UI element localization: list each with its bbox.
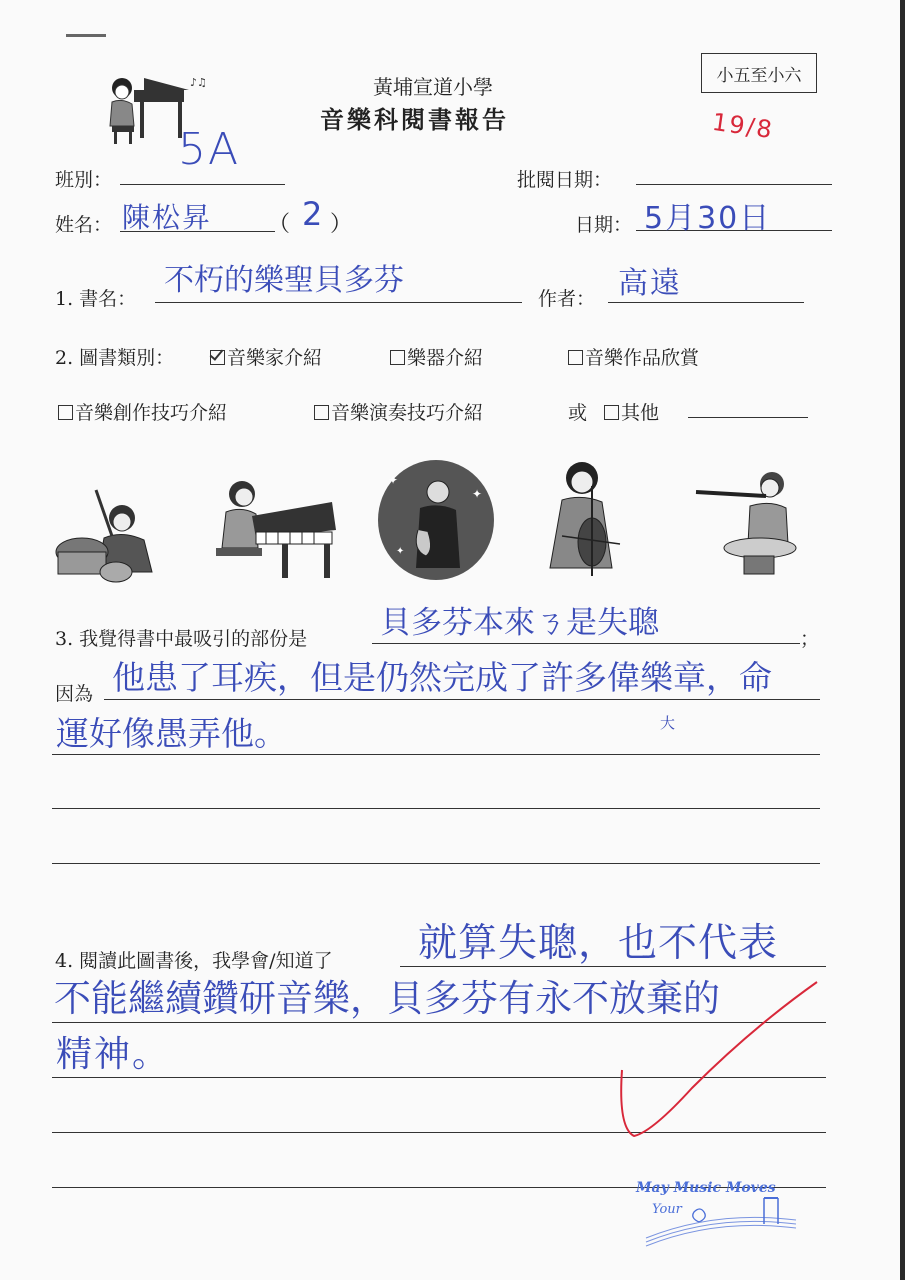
q2-option-text: 樂器介紹 xyxy=(407,347,484,369)
drummer-illustration xyxy=(52,480,172,589)
marking-date-label: 批閱日期： xyxy=(517,169,613,191)
q2-option-text: 音樂創作技巧介紹 xyxy=(75,402,228,424)
name-num-close: ） xyxy=(330,212,353,237)
scan-mark xyxy=(66,34,106,37)
q2-option-performance[interactable] xyxy=(314,398,483,425)
name-label: 姓名： xyxy=(55,214,113,236)
q3-line-1 xyxy=(104,699,820,700)
q3-answer: 貝多芬本來ㄋ是失聰 xyxy=(380,605,659,641)
school-name: 黃埔宣道小學 xyxy=(373,75,493,99)
svg-text:✦: ✦ xyxy=(396,546,405,557)
q2-option-instrument[interactable] xyxy=(390,343,483,370)
q2-checkbox-instrument[interactable] xyxy=(390,350,405,365)
q2-checkbox-other[interactable] xyxy=(604,405,619,420)
q2-other-line xyxy=(688,417,808,418)
q3-answer-line xyxy=(372,643,800,644)
q2-option-text: 音樂演奏技巧介紹 xyxy=(331,402,484,424)
teacher-tick-mark xyxy=(612,978,822,1147)
piano-girl-illustration xyxy=(212,472,342,586)
q1-author-value: 高遠 xyxy=(618,266,682,301)
svg-text:✦: ✦ xyxy=(472,487,483,501)
q2-option-musician[interactable] xyxy=(210,343,322,370)
footer-logo xyxy=(636,1180,806,1250)
q3-because-line2: 運好像愚弄他。 xyxy=(56,714,287,753)
q3-semicolon: ； xyxy=(800,628,820,650)
q1-label: 1. 書名： xyxy=(55,288,137,310)
date-label: 日期： xyxy=(575,214,633,236)
scan-edge xyxy=(900,0,905,1280)
flutist-illustration xyxy=(690,462,800,586)
q2-checkbox-appreciation[interactable] xyxy=(568,350,583,365)
logo-line1: May Music Moves xyxy=(636,1180,776,1196)
saxophonist-illustration xyxy=(376,458,496,587)
q3-correction-char: 大 xyxy=(660,714,678,732)
q2-other-text: 其他 xyxy=(621,402,660,424)
q2-label: 2. 圖書類別： xyxy=(55,347,175,369)
q2-option-other[interactable] xyxy=(604,398,659,425)
svg-text:✦: ✦ xyxy=(388,473,399,487)
q3-line-4 xyxy=(52,863,820,864)
q3-label: 3. 我覺得書中最吸引的部份是 xyxy=(55,628,308,650)
q2-checkbox-musician[interactable] xyxy=(210,350,225,365)
q2-or-text: 或 xyxy=(568,402,588,424)
q2-option-text: 音樂作品欣賞 xyxy=(585,347,700,369)
logo-line2: Your xyxy=(652,1202,682,1217)
class-value: 5A xyxy=(178,124,241,175)
name-num: 2 xyxy=(302,195,325,233)
cellist-illustration xyxy=(542,456,632,585)
q3-because-label: 因為 xyxy=(55,683,94,705)
q2-option-appreciation[interactable] xyxy=(568,343,699,370)
q4-answer-line3: 精神。 xyxy=(56,1034,171,1075)
name-value: 陳松昇 xyxy=(122,201,213,234)
q1-book-value: 不朽的樂聖貝多芬 xyxy=(164,263,404,298)
q3-line-3 xyxy=(52,808,820,809)
q2-option-text: 音樂家介紹 xyxy=(227,347,323,369)
q4-answer-line1: 就算失聰，也不代表 xyxy=(418,921,779,966)
form-title: 音樂科閱書報告 xyxy=(320,105,509,134)
level-text: 小五至小六 xyxy=(716,65,802,86)
class-label: 班別： xyxy=(55,169,113,191)
q2-checkbox-composition[interactable] xyxy=(58,405,73,420)
logo-staff-icon xyxy=(636,1180,806,1250)
svg-text:♪♫: ♪♫ xyxy=(190,76,207,89)
q2-option-composition[interactable] xyxy=(58,398,227,425)
q1-author-label: 作者： xyxy=(538,288,596,310)
date-value: 5月30日 xyxy=(644,201,772,236)
teacher-score: 19/8 xyxy=(710,107,776,145)
q4-label: 4. 閱讀此圖書後，我學會/知道了 xyxy=(55,950,333,972)
q2-checkbox-performance[interactable] xyxy=(314,405,329,420)
q1-author-line xyxy=(608,302,804,303)
level-badge xyxy=(701,53,817,93)
name-num-open: （ xyxy=(268,212,291,237)
q1-book-line xyxy=(155,302,522,303)
q4-answer-line2: 不能繼續鑽研音樂，貝多芬有永不放棄的 xyxy=(54,977,720,1020)
class-line xyxy=(120,184,285,185)
marking-date-line xyxy=(636,184,832,185)
q3-because-line1: 他患了耳疾，但是仍然完成了許多偉樂章，命 xyxy=(112,658,772,697)
